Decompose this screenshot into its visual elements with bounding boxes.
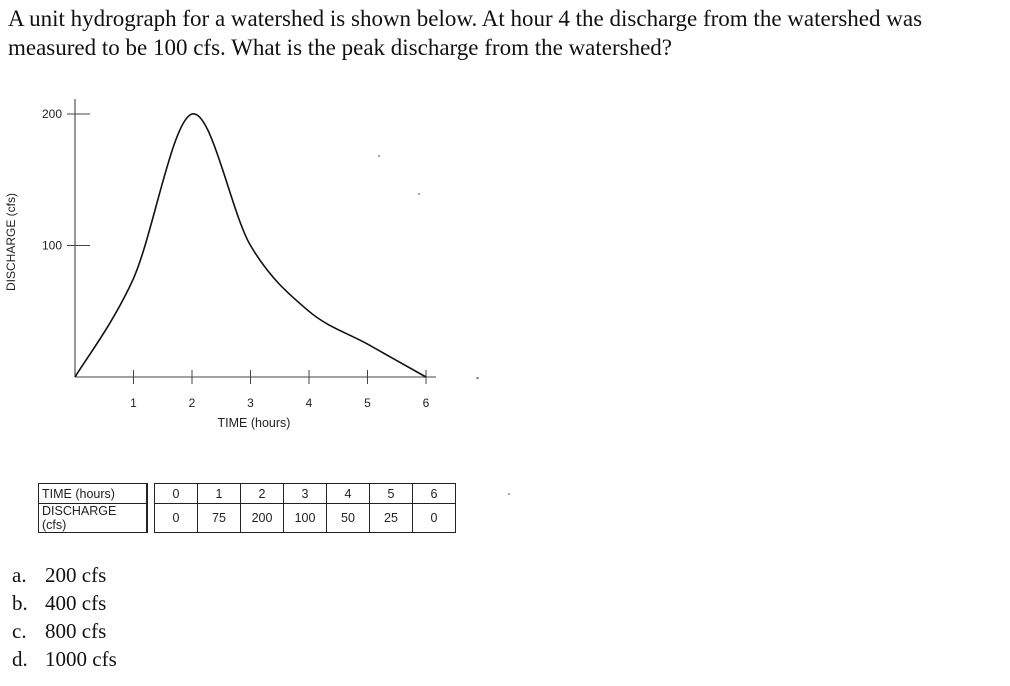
scan-speck bbox=[508, 493, 510, 495]
table-cell: 6 bbox=[413, 484, 456, 504]
option-c[interactable] bbox=[12, 617, 117, 645]
x-tick-label: 3 bbox=[247, 396, 254, 410]
data-table bbox=[38, 483, 456, 533]
option-b[interactable] bbox=[12, 589, 117, 617]
option-a[interactable] bbox=[12, 561, 117, 589]
option-letter: d. bbox=[12, 647, 28, 671]
x-tick-label: 2 bbox=[188, 396, 196, 410]
table-cell: 3 bbox=[284, 484, 327, 504]
scan-speck bbox=[476, 377, 479, 379]
option-text: 800 cfs bbox=[45, 619, 107, 643]
hydrograph-chart bbox=[0, 90, 520, 450]
x-axis-label: TIME (hours) bbox=[217, 416, 291, 430]
table-row-time bbox=[39, 484, 456, 504]
table-cell: 4 bbox=[327, 484, 370, 504]
hydrograph-line bbox=[75, 114, 426, 377]
x-tick-label: 1 bbox=[130, 396, 137, 410]
y-axis-label: DISCHARGE (cfs) bbox=[4, 192, 18, 292]
hydrograph-svg bbox=[0, 90, 520, 450]
table-cell: 0 bbox=[413, 504, 456, 533]
scan-speck bbox=[418, 193, 420, 195]
table-cell: 100 bbox=[284, 504, 327, 533]
question-text: A unit hydrograph for a watershed is shown below. At hour 4 the discharge from the watershed was measured to be 100 cfs. What is the peak discharge from the watershed? bbox=[8, 6, 923, 60]
option-letter: b. bbox=[12, 591, 28, 615]
table-cell: 5 bbox=[370, 484, 413, 504]
option-letter: c. bbox=[12, 619, 27, 643]
x-tick-label: 4 bbox=[305, 396, 313, 410]
table-cell: 25 bbox=[370, 504, 413, 533]
series bbox=[75, 114, 426, 377]
y-tick-label: 100 bbox=[41, 238, 62, 253]
table-cell: 2 bbox=[241, 484, 284, 504]
table-cell: 1 bbox=[198, 484, 241, 504]
option-letter: a. bbox=[12, 563, 27, 587]
table-cell: 75 bbox=[198, 504, 241, 533]
table-cell: 0 bbox=[155, 504, 198, 533]
table-row-discharge bbox=[39, 504, 456, 533]
answer-options bbox=[12, 561, 117, 673]
option-text: 400 cfs bbox=[45, 591, 107, 615]
scan-speck bbox=[378, 155, 380, 157]
table-gap bbox=[147, 504, 155, 533]
option-text: 1000 cfs bbox=[45, 647, 117, 671]
table-header-discharge: DISCHARGE (cfs) bbox=[39, 504, 148, 533]
option-d[interactable] bbox=[12, 645, 117, 673]
ticks bbox=[42, 107, 430, 410]
table-header-time: TIME (hours) bbox=[39, 484, 148, 504]
x-tick-label: 5 bbox=[364, 396, 371, 410]
y-tick-label: 200 bbox=[41, 107, 62, 121]
axes bbox=[75, 99, 436, 377]
option-text: 200 cfs bbox=[45, 563, 107, 587]
x-tick-label: 6 bbox=[422, 396, 430, 410]
table-gap bbox=[147, 484, 155, 504]
table-cell: 0 bbox=[155, 484, 198, 504]
table-cell: 50 bbox=[327, 504, 370, 533]
table-cell: 200 bbox=[241, 504, 284, 533]
